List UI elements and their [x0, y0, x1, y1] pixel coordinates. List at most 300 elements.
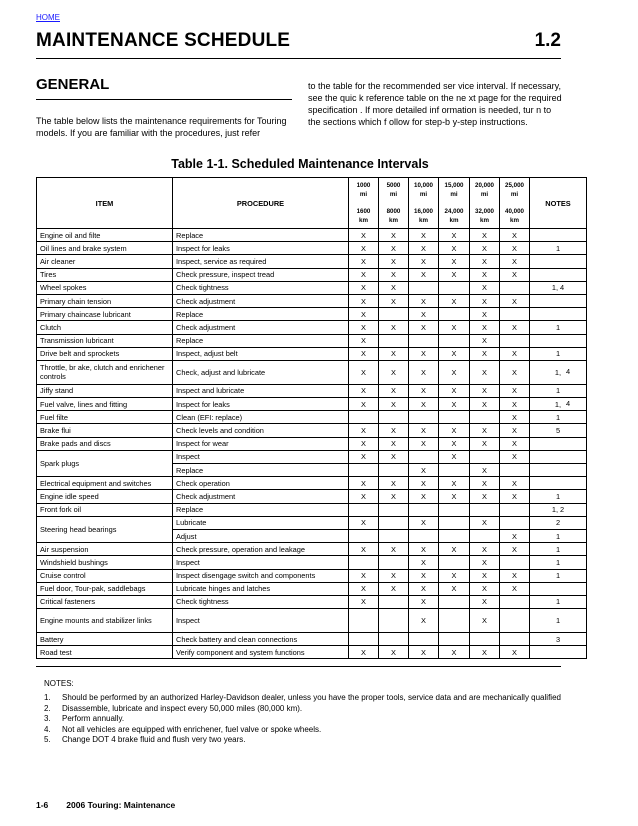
notes-title: NOTES: [44, 679, 74, 688]
interval-mark-cell: X [500, 582, 530, 595]
table-row [37, 633, 587, 646]
notes-cell: 1 [530, 595, 587, 608]
interval-mark-cell: X [379, 281, 409, 294]
table-row [37, 347, 587, 360]
table-row [37, 424, 587, 437]
interval-mark-cell: X [409, 543, 439, 556]
procedure-cell: Inspect, adjust belt [173, 347, 349, 360]
notes-cell [530, 308, 587, 321]
interval-mark-cell [349, 609, 379, 633]
item-cell: Air suspension [37, 543, 173, 556]
procedure-cell: Inspect [173, 609, 349, 633]
interval-mark-cell [349, 503, 379, 516]
procedure-cell: Check tightness [173, 595, 349, 608]
notes-cell [530, 229, 587, 242]
interval-mark-cell: X [409, 255, 439, 268]
interval-mark-cell: X [349, 543, 379, 556]
table-row [37, 294, 587, 307]
interval-mark-cell [500, 308, 530, 321]
notes-cell: 1 [530, 543, 587, 556]
interval-mark-cell: X [379, 384, 409, 397]
interval-mark-cell: X [349, 424, 379, 437]
interval-km: 32,000 [475, 208, 494, 215]
note-number: 4. [44, 724, 51, 734]
interval-mark-cell: X [439, 360, 470, 384]
table-row [37, 516, 587, 529]
table-row [37, 477, 587, 490]
interval-mark-cell: X [500, 411, 530, 424]
interval-mark-cell: X [500, 569, 530, 582]
interval-mark-cell: X [349, 516, 379, 529]
interval-mark-cell: X [470, 255, 500, 268]
interval-mark-cell: X [379, 398, 409, 411]
interval-mark-cell: X [349, 595, 379, 608]
item-cell: Brake flui [37, 424, 173, 437]
procedure-cell: Inspect for leaks [173, 242, 349, 255]
interval-mark-cell: X [379, 242, 409, 255]
interval-mark-cell: X [500, 360, 530, 384]
interval-mark-cell [349, 556, 379, 569]
interval-mark-cell: X [439, 398, 470, 411]
table-row [37, 229, 587, 242]
interval-mark-cell: X [379, 360, 409, 384]
interval-km-unit: km [510, 217, 519, 224]
interval-mark-cell: X [470, 347, 500, 360]
interval-mark-cell: X [500, 490, 530, 503]
interval-mark-cell [349, 633, 379, 646]
notes-cell [530, 334, 587, 347]
interval-mark-cell: X [409, 384, 439, 397]
notes-cell: 1 [530, 242, 587, 255]
intro-text-left: The table below lists the maintenance requirements for Touring models. If you are familiar with the procedures, just refer [36, 116, 287, 138]
procedure-cell: Inspect disengage switch and components [173, 569, 349, 582]
note-number: 2. [44, 703, 51, 713]
item-cell: Steering head bearings [37, 516, 173, 542]
interval-mark-cell: X [470, 281, 500, 294]
notes-cell [530, 477, 587, 490]
interval-km: 16,000 [414, 208, 433, 215]
page-footer [36, 800, 175, 810]
item-cell: Oil lines and brake system [37, 242, 173, 255]
column-header-item: ITEM [37, 178, 173, 229]
interval-mark-cell: X [349, 242, 379, 255]
interval-mark-cell: X [349, 477, 379, 490]
item-cell: Fuel filte [37, 411, 173, 424]
interval-mark-cell: X [500, 268, 530, 281]
interval-mark-cell: X [409, 490, 439, 503]
intro-text-right: to the table for the recommended ser vice interval. If necessary, see the quic k reference table on the ne xt page for the required specification . If more detailed inf ormation is needed, tur n to the sections which f ollow for step-b y-step instructions. [308, 81, 562, 127]
interval-mark-cell: X [500, 424, 530, 437]
table-row [37, 556, 587, 569]
interval-mark-cell: X [379, 268, 409, 281]
interval-mark-cell [439, 334, 470, 347]
procedure-cell: Check adjustment [173, 294, 349, 307]
interval-mi: 1000 [356, 182, 371, 189]
notes-cell: 1 [530, 321, 587, 334]
interval-mark-cell: X [379, 477, 409, 490]
interval-mark-cell: X [439, 569, 470, 582]
procedure-cell: Check pressure, operation and leakage [173, 543, 349, 556]
interval-mark-cell: X [500, 646, 530, 659]
interval-mark-cell [379, 556, 409, 569]
procedure-cell: Verify component and system functions [173, 646, 349, 659]
interval-mark-cell: X [409, 595, 439, 608]
note-number: 1. [44, 693, 51, 702]
notes-cell: 3 [530, 633, 587, 646]
item-cell: Primary chain tension [37, 294, 173, 307]
item-cell: Tires [37, 268, 173, 281]
table-row [37, 398, 587, 411]
interval-header [379, 178, 409, 229]
table-row [37, 503, 587, 516]
notes-cell: 1 [530, 347, 587, 360]
interval-mark-cell [470, 411, 500, 424]
item-cell: Transmission lubricant [37, 334, 173, 347]
procedure-cell: Check adjustment [173, 321, 349, 334]
interval-mark-cell: X [409, 398, 439, 411]
item-cell: Wheel spokes [37, 281, 173, 294]
interval-mark-cell [409, 334, 439, 347]
interval-mark-cell: X [500, 294, 530, 307]
procedure-cell: Replace [173, 503, 349, 516]
interval-mark-cell [379, 334, 409, 347]
interval-mark-cell: X [379, 582, 409, 595]
item-cell: Windshield bushings [37, 556, 173, 569]
interval-mark-cell: X [470, 294, 500, 307]
interval-mi-unit: mi [389, 191, 398, 198]
interval-mark-cell: X [500, 529, 530, 542]
interval-mark-cell: X [379, 450, 409, 463]
note-number: 5. [44, 735, 51, 744]
interval-mark-cell: X [500, 398, 530, 411]
interval-mark-cell: X [379, 229, 409, 242]
interval-mark-cell [500, 609, 530, 633]
notes-cell: 1 [530, 569, 587, 582]
interval-mark-cell: X [409, 321, 439, 334]
interval-km-unit: km [449, 217, 459, 224]
note-text: Perform annually. [62, 714, 125, 723]
interval-mark-cell [409, 450, 439, 463]
interval-mark-cell: X [409, 437, 439, 450]
notes-cell: 1, [530, 360, 587, 384]
notes-cell: 1 [530, 490, 587, 503]
interval-mark-cell [470, 450, 500, 463]
interval-mark-cell: X [470, 464, 500, 477]
interval-mark-cell: X [349, 334, 379, 347]
table-caption: Table 1-1. Scheduled Maintenance Intervals [171, 157, 429, 171]
page-number: 1-6 [36, 800, 49, 810]
interval-mark-cell: X [470, 360, 500, 384]
interval-km: 8000 [386, 208, 401, 215]
interval-mark-cell: X [349, 437, 379, 450]
note-item [36, 714, 561, 725]
item-cell: Clutch [37, 321, 173, 334]
procedure-cell: Check pressure, inspect tread [173, 268, 349, 281]
interval-mark-cell: X [470, 334, 500, 347]
interval-mark-cell: X [409, 569, 439, 582]
interval-mark-cell: X [500, 543, 530, 556]
interval-mark-cell [379, 411, 409, 424]
interval-mark-cell: X [470, 308, 500, 321]
interval-km-unit: km [359, 217, 368, 224]
interval-mark-cell: X [349, 360, 379, 384]
notes-cell: 1, 2 [530, 503, 587, 516]
item-cell: Drive belt and sprockets [37, 347, 173, 360]
home-link[interactable]: HOME [36, 13, 60, 22]
interval-mark-cell: X [470, 609, 500, 633]
table-row [37, 543, 587, 556]
interval-mark-cell: X [439, 255, 470, 268]
interval-km: 40,000 [505, 208, 524, 215]
interval-mark-cell: X [470, 556, 500, 569]
notes-cell [530, 450, 587, 463]
interval-mark-cell: X [379, 294, 409, 307]
item-cell: Primary chaincase lubricant [37, 308, 173, 321]
interval-mark-cell: X [470, 516, 500, 529]
interval-header [470, 178, 500, 229]
procedure-cell: Inspect [173, 556, 349, 569]
interval-mark-cell: X [349, 646, 379, 659]
interval-mark-cell [500, 503, 530, 516]
interval-mark-cell [409, 411, 439, 424]
interval-mark-cell: X [470, 646, 500, 659]
interval-mi: 25,000 [505, 182, 524, 189]
notes-cell: 1, [530, 398, 587, 411]
interval-mark-cell [500, 516, 530, 529]
maintenance-table [36, 177, 587, 659]
procedure-cell: Inspect for leaks [173, 398, 349, 411]
notes-cell: 5 [530, 424, 587, 437]
interval-mi: 20,000 [475, 182, 494, 189]
note-number: 3. [44, 714, 51, 723]
interval-mi-unit: mi [480, 191, 489, 198]
table-row [37, 268, 587, 281]
interval-mark-cell: X [409, 347, 439, 360]
notes-cell: 1, 4 [530, 281, 587, 294]
procedure-cell: Replace [173, 229, 349, 242]
table-row [37, 450, 587, 463]
procedure-cell: Inspect [173, 450, 349, 463]
interval-header [409, 178, 439, 229]
interval-mark-cell: X [500, 242, 530, 255]
notes-cell [530, 437, 587, 450]
table-row [37, 255, 587, 268]
interval-mark-cell: X [500, 255, 530, 268]
item-cell: Spark plugs [37, 450, 173, 476]
interval-mark-cell: X [439, 437, 470, 450]
interval-mark-cell [439, 464, 470, 477]
heading-rule [36, 99, 292, 100]
interval-mark-cell [409, 633, 439, 646]
interval-mark-cell: X [470, 543, 500, 556]
interval-mark-cell: X [379, 347, 409, 360]
interval-mark-cell: X [500, 477, 530, 490]
item-cell: Engine mounts and stabilizer links [37, 609, 173, 633]
section-heading: GENERAL [36, 76, 110, 93]
procedure-cell: Lubricate [173, 516, 349, 529]
interval-mark-cell [379, 503, 409, 516]
interval-mark-cell: X [500, 437, 530, 450]
notes-block [36, 666, 561, 746]
notes-cell [530, 268, 587, 281]
interval-mark-cell [379, 464, 409, 477]
interval-mark-cell: X [349, 384, 379, 397]
item-cell: Brake pads and discs [37, 437, 173, 450]
interval-mark-cell: X [379, 543, 409, 556]
procedure-cell: Check levels and condition [173, 424, 349, 437]
item-cell: Jiffy stand [37, 384, 173, 397]
interval-mi-unit: mi [510, 191, 519, 198]
interval-mark-cell [500, 281, 530, 294]
interval-mark-cell: X [409, 556, 439, 569]
interval-mark-cell: X [470, 229, 500, 242]
interval-mark-cell [470, 633, 500, 646]
interval-mark-cell: X [470, 398, 500, 411]
interval-mark-cell: X [349, 294, 379, 307]
interval-mark-cell: X [409, 294, 439, 307]
procedure-cell: Replace [173, 308, 349, 321]
item-cell: Fuel door, Tour-pak, saddlebags [37, 582, 173, 595]
note-item [36, 725, 561, 736]
item-cell: Engine oil and filte [37, 229, 173, 242]
item-cell: Battery [37, 633, 173, 646]
interval-mark-cell: X [349, 229, 379, 242]
interval-mark-cell: X [409, 582, 439, 595]
procedure-cell: Inspect and lubricate [173, 384, 349, 397]
notes-cell [530, 294, 587, 307]
interval-mark-cell: X [409, 516, 439, 529]
item-cell: Air cleaner [37, 255, 173, 268]
procedure-cell: Check operation [173, 477, 349, 490]
interval-mi-unit: mi [419, 191, 428, 198]
interval-mark-cell: X [349, 268, 379, 281]
interval-header [439, 178, 470, 229]
interval-mark-cell: X [470, 477, 500, 490]
notes-cell: 1 [530, 609, 587, 633]
interval-km-unit: km [389, 217, 398, 224]
notes-cell [530, 255, 587, 268]
procedure-cell: Check tightness [173, 281, 349, 294]
overflow-note-mark: 4 [566, 367, 571, 377]
interval-mark-cell [379, 516, 409, 529]
interval-mark-cell [439, 411, 470, 424]
interval-mark-cell: X [349, 255, 379, 268]
section-number: 1.2 [534, 30, 561, 51]
interval-mark-cell: X [470, 321, 500, 334]
notes-cell: 1 [530, 384, 587, 397]
procedure-cell: Lubricate hinges and latches [173, 582, 349, 595]
procedure-cell: Replace [173, 334, 349, 347]
interval-mark-cell: X [349, 281, 379, 294]
table-row [37, 646, 587, 659]
interval-mi: 15,000 [444, 182, 464, 189]
interval-mark-cell: X [379, 424, 409, 437]
interval-mark-cell: X [379, 437, 409, 450]
interval-mark-cell [439, 308, 470, 321]
note-item [36, 735, 561, 746]
interval-mark-cell: X [349, 321, 379, 334]
interval-mark-cell [500, 464, 530, 477]
procedure-cell: Inspect for wear [173, 437, 349, 450]
table-row [37, 582, 587, 595]
interval-mark-cell [470, 529, 500, 542]
interval-mi-unit: mi [359, 191, 368, 198]
table-row [37, 569, 587, 582]
interval-mark-cell: X [379, 321, 409, 334]
page-title: MAINTENANCE SCHEDULE [36, 30, 291, 51]
interval-mark-cell: X [379, 255, 409, 268]
interval-mark-cell [500, 334, 530, 347]
interval-mark-cell [439, 633, 470, 646]
note-text: Disassemble, lubricate and inspect every 50,000 miles (80,000 km). [62, 703, 303, 713]
interval-mark-cell: X [349, 582, 379, 595]
interval-mark-cell [409, 529, 439, 542]
interval-mark-cell: X [439, 321, 470, 334]
procedure-cell: Check, adjust and lubricate [173, 360, 349, 384]
note-item [36, 693, 561, 704]
interval-mark-cell: X [409, 477, 439, 490]
interval-mark-cell: X [439, 384, 470, 397]
notes-cell: 1 [530, 411, 587, 424]
interval-mark-cell: X [470, 242, 500, 255]
interval-mark-cell: X [409, 242, 439, 255]
interval-km-unit: km [419, 217, 428, 224]
item-cell: Electrical equipment and switches [37, 477, 173, 490]
interval-mark-cell: X [439, 347, 470, 360]
interval-mark-cell: X [409, 229, 439, 242]
interval-mark-cell: X [349, 398, 379, 411]
table-header-row [37, 178, 587, 229]
interval-mark-cell: X [349, 308, 379, 321]
interval-mark-cell: X [409, 360, 439, 384]
interval-mark-cell: X [500, 229, 530, 242]
interval-mark-cell: X [500, 347, 530, 360]
interval-mark-cell: X [470, 384, 500, 397]
interval-mark-cell: X [470, 437, 500, 450]
interval-mark-cell: X [439, 294, 470, 307]
column-header-procedure: PROCEDURE [173, 178, 349, 229]
interval-mark-cell [439, 556, 470, 569]
procedure-cell: Replace [173, 464, 349, 477]
item-cell: Cruise control [37, 569, 173, 582]
interval-mark-cell: X [439, 450, 470, 463]
interval-mark-cell: X [500, 321, 530, 334]
interval-mark-cell: X [439, 424, 470, 437]
interval-mark-cell [379, 308, 409, 321]
overflow-note-mark: 4 [566, 399, 571, 409]
procedure-cell: Check battery and clean connections [173, 633, 349, 646]
interval-header [349, 178, 379, 229]
interval-mark-cell: X [439, 242, 470, 255]
item-cell: Fuel valve, lines and fitting [37, 398, 173, 411]
header-rule [36, 58, 561, 59]
interval-mark-cell [379, 529, 409, 542]
interval-mark-cell: X [439, 582, 470, 595]
note-item [36, 704, 561, 715]
note-text: Change DOT 4 brake fluid and flush very two years. [62, 735, 246, 744]
interval-mark-cell [439, 595, 470, 608]
interval-mark-cell: X [379, 646, 409, 659]
procedure-cell: Adjust [173, 529, 349, 542]
interval-mark-cell: X [439, 646, 470, 659]
interval-mark-cell: X [409, 424, 439, 437]
note-text: Should be performed by an authorized Harley-Davidson dealer, unless you have the proper tools, service data and are mechanically qualified [62, 693, 561, 702]
notes-cell: 1 [530, 556, 587, 569]
notes-cell [530, 582, 587, 595]
interval-mark-cell: X [349, 347, 379, 360]
item-cell: Engine idle speed [37, 490, 173, 503]
interval-km: 24,000 [444, 208, 464, 215]
